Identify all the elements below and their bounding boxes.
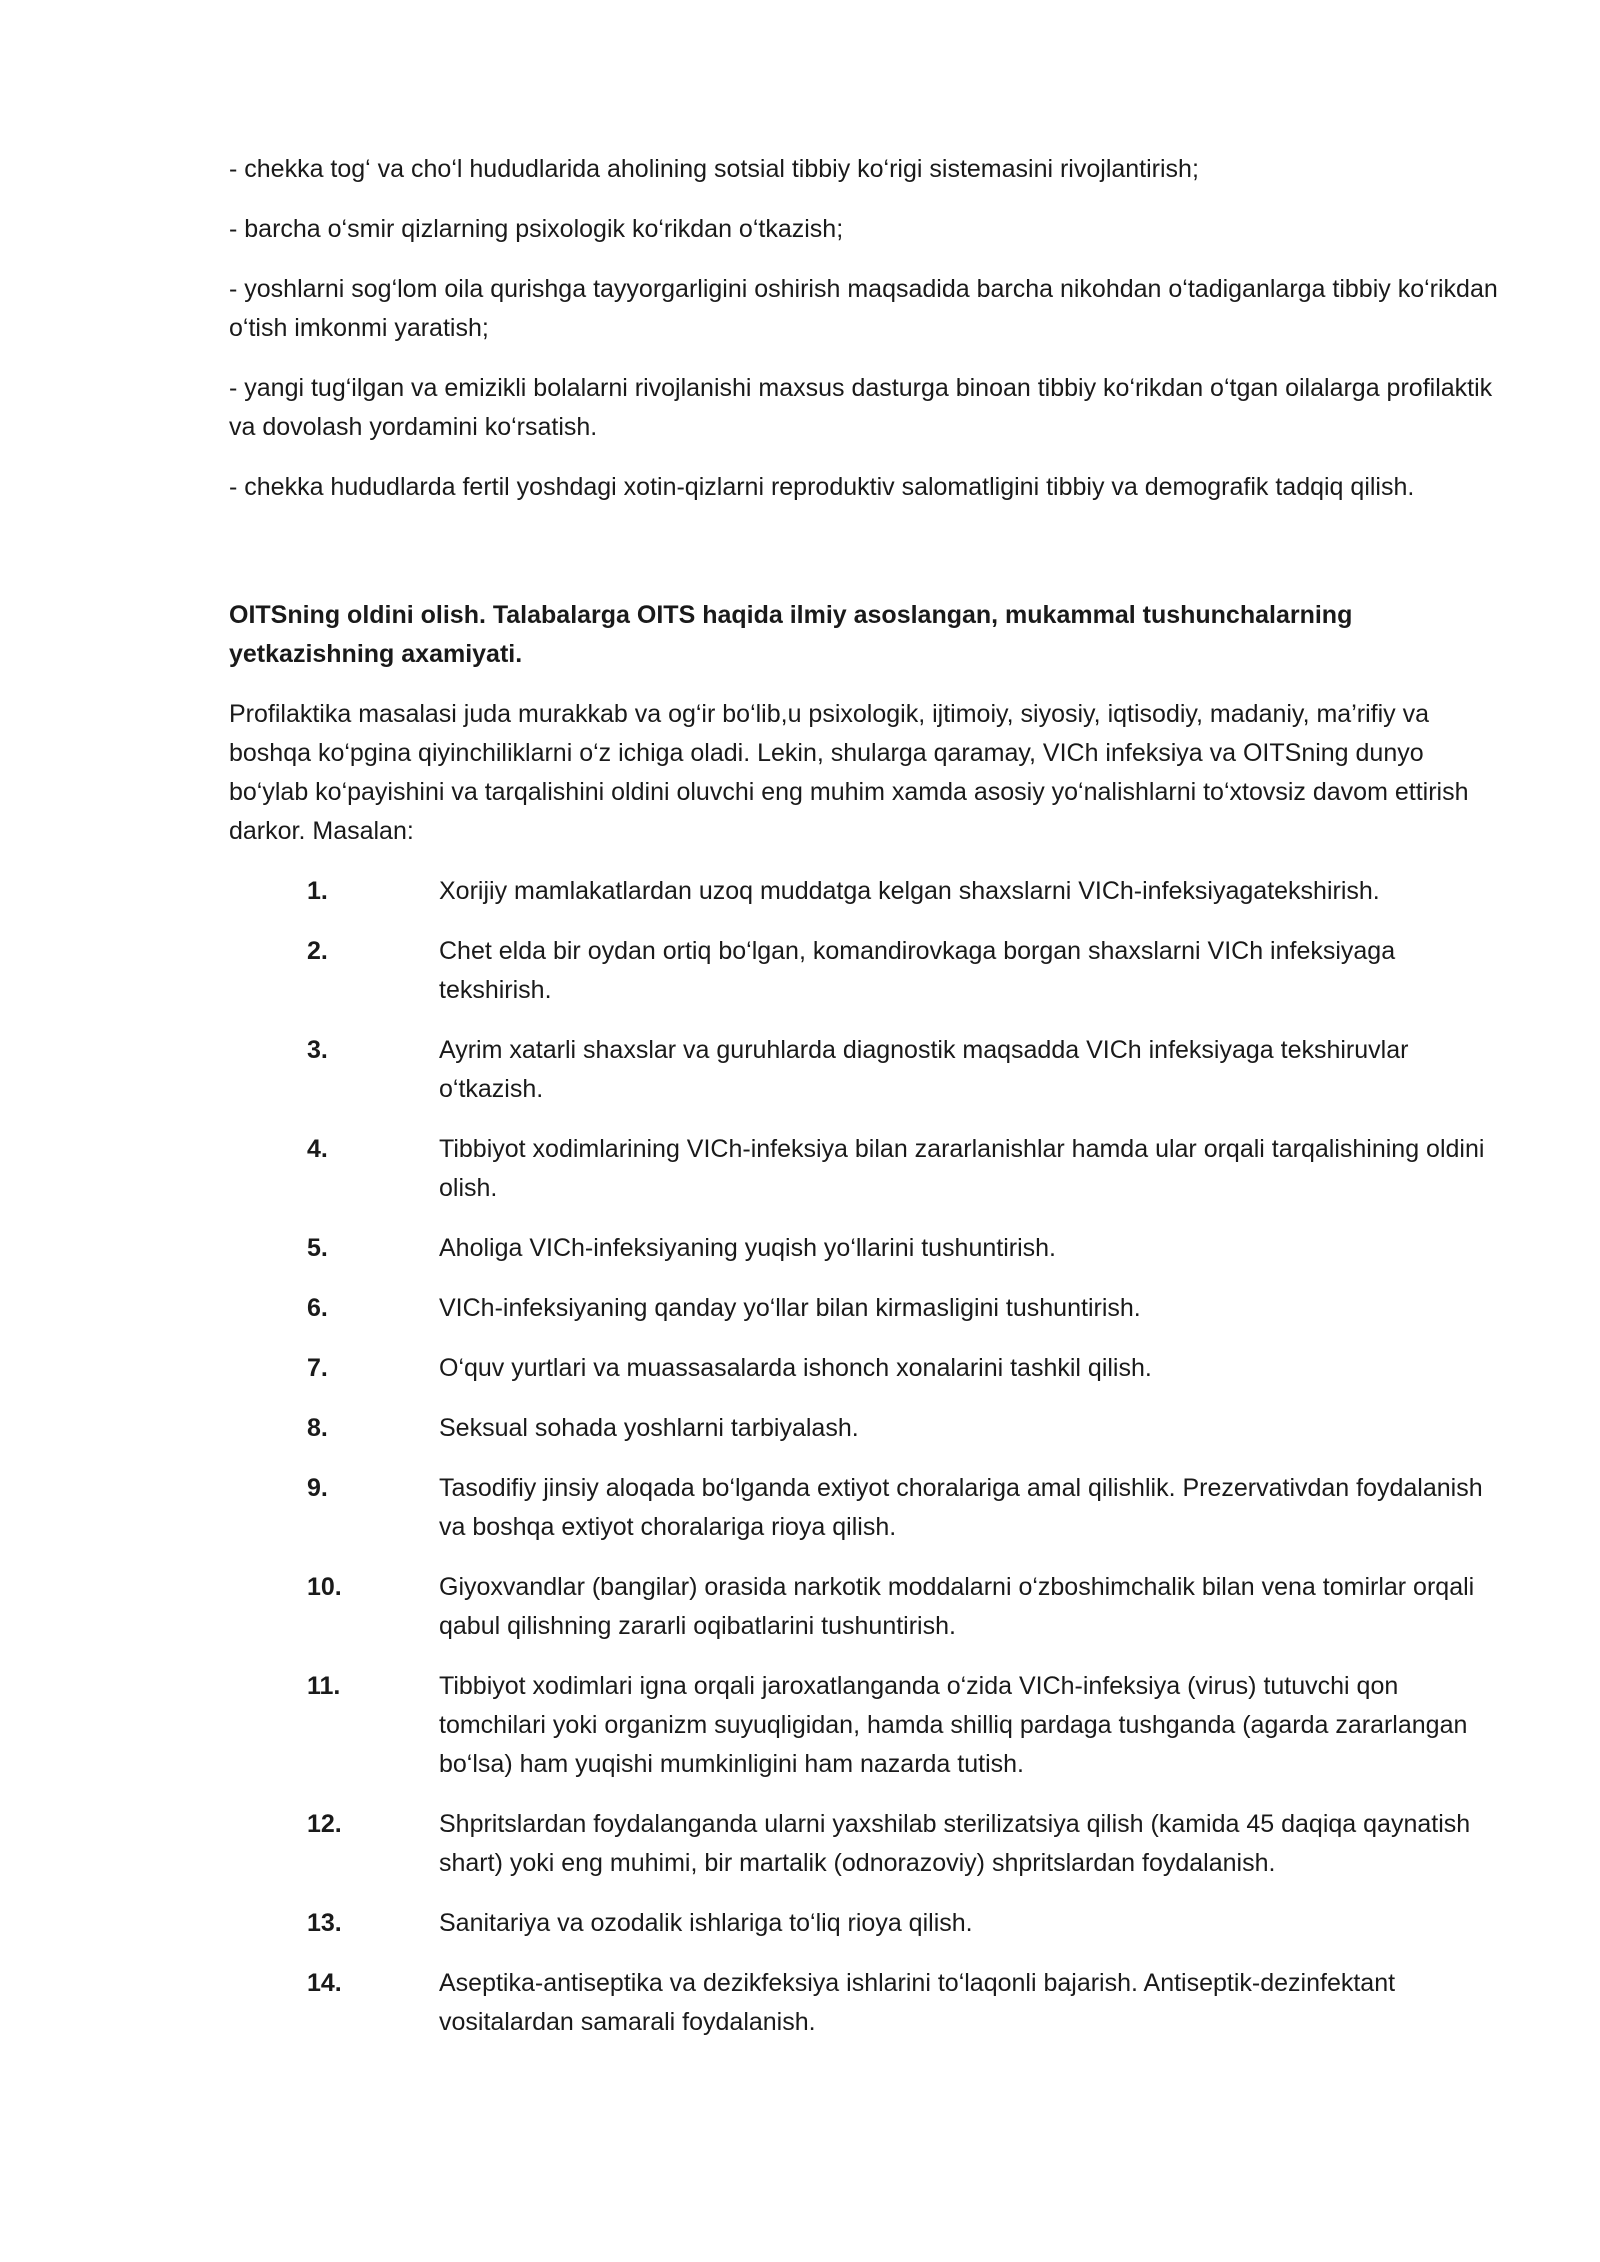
list-item <box>229 1130 1499 1208</box>
list-item-text: Tasodifiy jinsiy aloqada bo‘lganda extiyot choralariga amal qilishlik. Prezervativdan foydalanish va boshqa extiyot choralariga rioya qilish. <box>439 1474 1483 1541</box>
list-item <box>229 932 1499 1010</box>
list-item <box>229 1031 1499 1109</box>
list-item <box>229 1349 1499 1388</box>
list-item <box>229 1568 1499 1646</box>
list-item-number: 2. <box>307 937 328 965</box>
list-item-text: Ayrim xatarli shaxslar va guruhlarda diagnostik maqsadda VICh infeksiyaga tekshiruvlar o‘tkazish. <box>439 1036 1409 1103</box>
list-item <box>229 1469 1499 1547</box>
list-item-text: Giyoxvandlar (bangilar) orasida narkotik moddalarni o‘zboshimchalik bilan vena tomirlar orqali qabul qilishning zararli oqibatlarini tushuntirish. <box>439 1573 1475 1640</box>
document-page <box>229 150 1499 2063</box>
list-item-text: Tibbiyot xodimlari igna orqali jaroxatlanganda o‘zida VICh-infeksiya (virus) tutuvchi qon tomchilari yoki organizm suyuqligidan, hamda shilliq pardaga tushganda (agarda zararlangan bo‘lsa) ham yuqishi mumkinligini ham nazarda tutish. <box>439 1672 1468 1778</box>
list-item <box>229 1667 1499 1784</box>
intro-bullet-4: - yangi tug‘ilgan va emizikli bolalarni rivojlanishi maxsus dasturga binoan tibbiy ko‘rikdan o‘tgan oilalarga profilaktik va dovolash yordamini ko‘rsatish. <box>229 374 1493 441</box>
list-item-text: Aholiga VICh-infeksiyaning yuqish yo‘llarini tushuntirish. <box>439 1234 1056 1262</box>
list-item <box>229 1409 1499 1448</box>
list-item-number: 11. <box>307 1672 341 1700</box>
list-item <box>229 1964 1499 2042</box>
intro-bullet-5: - chekka hududlarda fertil yoshdagi xotin-qizlarni reproduktiv salomatligini tibbiy va demografik tadqiq qilish. <box>229 473 1415 501</box>
numbered-list <box>229 872 1499 2042</box>
list-item-text: Aseptika-antiseptika va dezikfeksiya ishlarini to‘laqonli bajarish. Antiseptik-dezinfektant vositalardan samarali foydalanish. <box>439 1969 1396 2036</box>
list-item <box>229 1805 1499 1883</box>
list-item <box>229 1904 1499 1943</box>
body-paragraph: Profilaktika masalasi juda murakkab va og‘ir bo‘lib,u psixologik, ijtimoiy, siyosiy, iqtisodiy, madaniy, ma’rifiy va boshqa ko‘pgina qiyinchiliklarni o‘z ichiga oladi. Lekin, shularga qaramay, VICh infeksiya va OITSning dunyo bo‘ylab ko‘payishini va tarqalishini oldini oluvchi eng muhim xamda asosiy yo‘nalishlarni to‘xtovsiz davom ettirish darkor. Masalan: <box>229 700 1469 845</box>
list-item-number: 8. <box>307 1414 328 1442</box>
list-item-text: VICh-infeksiyaning qanday yo‘llar bilan kirmasligini tushuntirish. <box>439 1294 1141 1322</box>
list-item-number: 14. <box>307 1969 342 1997</box>
list-item-number: 4. <box>307 1135 328 1163</box>
list-item <box>229 1229 1499 1268</box>
list-item-number: 1. <box>307 877 328 905</box>
list-item-text: Seksual sohada yoshlarni tarbiyalash. <box>439 1414 859 1442</box>
list-item-number: 3. <box>307 1036 328 1064</box>
intro-bullet-2: - barcha o‘smir qizlarning psixologik ko‘rikdan o‘tkazish; <box>229 215 844 243</box>
list-item-text: Shpritslardan foydalanganda ularni yaxshilab sterilizatsiya qilish (kamida 45 daqiqa qaynatish shart) yoki eng muhimi, bir martalik (odnorazoviy) shpritslardan foydalanish. <box>439 1810 1471 1877</box>
list-item <box>229 1289 1499 1328</box>
list-item-number: 12. <box>307 1810 342 1838</box>
list-item-number: 7. <box>307 1354 328 1382</box>
list-item-text: Sanitariya va ozodalik ishlariga to‘liq rioya qilish. <box>439 1909 973 1937</box>
section-spacer <box>229 528 1499 596</box>
list-item-number: 9. <box>307 1474 328 1502</box>
list-item-text: O‘quv yurtlari va muassasalarda ishonch xonalarini tashkil qilish. <box>439 1354 1152 1382</box>
list-item <box>229 872 1499 911</box>
intro-bullet-1: - chekka tog‘ va cho‘l hududlarida aholining sotsial tibbiy ko‘rigi sistemasini rivojlantirish; <box>229 155 1199 183</box>
list-item-number: 10. <box>307 1573 342 1601</box>
list-item-number: 6. <box>307 1294 328 1322</box>
list-item-number: 5. <box>307 1234 328 1262</box>
list-item-text: Chet elda bir oydan ortiq bo‘lgan, komandirovkaga borgan shaxslarni VICh infeksiyaga tekshirish. <box>439 937 1396 1004</box>
list-item-number: 13. <box>307 1909 342 1937</box>
list-item-text: Xorijiy mamlakatlardan uzoq muddatga kelgan shaxslarni VICh-infeksiyagatekshirish. <box>439 877 1380 905</box>
intro-bullet-3: - yoshlarni sog‘lom oila qurishga tayyorgarligini oshirish maqsadida barcha nikohdan o‘tadiganlarga tibbiy ko‘rikdan o‘tish imkonmi yaratish; <box>229 275 1498 342</box>
list-item-text: Tibbiyot xodimlarining VICh-infeksiya bilan zararlanishlar hamda ular orqali tarqalishining oldini olish. <box>439 1135 1485 1202</box>
section-heading: OITSning oldini olish. Talabalarga OITS haqida ilmiy asoslangan, mukammal tushunchalarning yetkazishning axamiyati. <box>229 601 1353 668</box>
